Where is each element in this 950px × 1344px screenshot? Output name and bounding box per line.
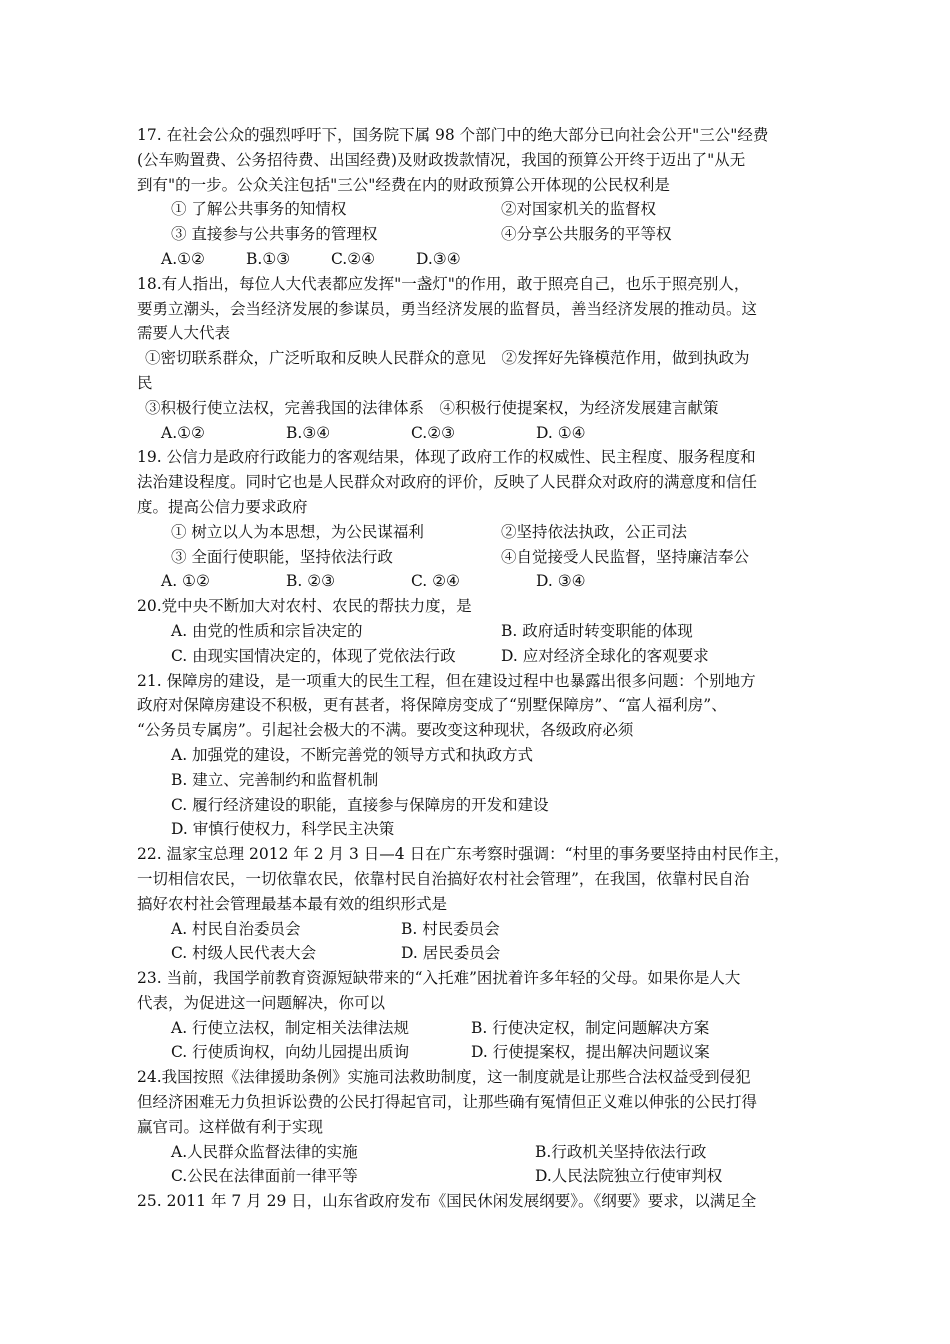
option-d: D. 审慎行使权力，科学民主决策	[171, 820, 395, 839]
option-c: C.②④	[331, 249, 376, 268]
statement-row	[137, 520, 827, 545]
question-stem: 代表，为促进这一问题解决，你可以	[137, 993, 386, 1012]
option-row	[137, 917, 827, 942]
question-stem: 22. 温家宝总理 2012 年 2 月 3 日—4 日在广东考察时强调：“村里的事务要坚持由村民作主，	[137, 845, 790, 864]
question-stem: 20.党中央不断加大对农村、农民的帮扶力度，是	[137, 597, 472, 616]
option-row	[137, 1016, 827, 1041]
question-stem: 搞好农村社会管理最基本最有效的组织形式是	[137, 894, 448, 913]
option-b: B. 行使决定权，制定问题解决方案	[471, 1018, 710, 1037]
option-a: A. 行使立法权，制定相关法律法规	[171, 1018, 410, 1037]
option-row	[137, 247, 827, 272]
option-d: D. 行使提案权，提出解决问题议案	[471, 1043, 710, 1062]
option-d: D. 居民委员会	[401, 944, 501, 963]
option-c: C. 由现实国情决定的，体现了党依法行政	[171, 646, 456, 665]
question-stem: 21. 保障房的建设，是一项重大的民生工程，但在建设过程中也暴露出很多问题：个别地方	[137, 671, 756, 690]
option-row	[137, 644, 827, 669]
question-stem: 17. 在社会公众的强烈呼吁下，国务院下属 98 个部门中的绝大部分已向社会公开"三公"经费	[137, 126, 769, 144]
question-25	[137, 1189, 827, 1214]
option-row	[137, 1040, 827, 1065]
question-18	[137, 272, 827, 446]
statement-item: ②坚持依法执政，公正司法	[501, 522, 688, 541]
statement-item: ③积极行使立法权，完善我国的法律体系 ④积极行使提案权，为经济发展建言献策	[145, 398, 719, 417]
statement-item: ③ 全面行使职能，坚持依法行政	[171, 547, 393, 566]
question-stem: 政府对保障房建设不积极，更有甚者，将保障房变成了“别墅保障房”、“富人福利房”、	[137, 696, 727, 715]
option-d: D.③④	[416, 249, 461, 268]
option-row	[137, 1164, 827, 1189]
question-21	[137, 669, 827, 843]
question-stem: 需要人大代表	[137, 324, 231, 343]
option-row	[137, 421, 827, 446]
question-stem: 法治建设程度。同时它也是人民群众对政府的评价，反映了人民群众对政府的满意度和信任	[137, 473, 758, 492]
statement-item: ④自觉接受人民监督，坚持廉洁奉公	[501, 547, 750, 566]
statement-item: ① 树立以人为本思想，为公民谋福利	[171, 522, 424, 541]
option-a: A. 村民自治委员会	[171, 919, 301, 938]
question-17	[137, 123, 827, 272]
statement-item: ① 了解公共事务的知情权	[171, 200, 347, 219]
statement-item: ④分享公共服务的平等权	[501, 225, 672, 244]
option-c: C.②③	[411, 423, 456, 442]
option-d: D. 应对经济全球化的客观要求	[501, 646, 709, 665]
question-stem: 要勇立潮头，会当经济发展的参谋员，勇当经济发展的监督员，善当经济发展的推动员。这	[137, 299, 758, 318]
option-b: B. ②③	[286, 572, 336, 591]
option-a: A.人民群众监督法律的实施	[171, 1142, 358, 1161]
question-23	[137, 966, 827, 1065]
option-row	[137, 941, 827, 966]
option-b: B. 村民委员会	[401, 919, 500, 938]
question-22	[137, 842, 827, 966]
option-b: B.③④	[286, 423, 331, 442]
option-d: D. ③④	[536, 572, 586, 591]
option-row	[137, 1140, 827, 1165]
option-b: B.行政机关坚持依法行政	[535, 1142, 707, 1161]
question-20	[137, 594, 827, 668]
option-row	[137, 619, 827, 644]
question-stem: 一切相信农民，一切依靠农民，依靠村民自治搞好农村社会管理”，在我国，依靠村民自治	[137, 869, 750, 888]
option-a: A.①②	[161, 423, 205, 442]
option-a: A. ①②	[161, 572, 210, 591]
question-stem: 25. 2011 年 7 月 29 日，山东省政府发布《国民休闲发展纲要》。《纲要》要求，以满足全	[137, 1192, 757, 1211]
option-c: C. 行使质询权，向幼儿园提出质询	[171, 1043, 410, 1062]
option-c: C. 村级人民代表大会	[171, 944, 317, 963]
option-b: B. 建立、完善制约和监督机制	[171, 770, 379, 789]
option-c: C. ②④	[411, 572, 460, 591]
statement-item: ②对国家机关的监督权	[501, 200, 657, 219]
question-stem: 但经济困难无力负担诉讼费的公民打得起官司，让那些确有冤情但正义难以伸张的公民打得	[137, 1093, 758, 1112]
statement-row	[137, 222, 827, 247]
question-stem: (公车购置费、公务招待费、出国经费)及财政拨款情况，我国的预算公开终于迈出了"从无	[137, 150, 746, 169]
statement-row	[137, 197, 827, 222]
question-24	[137, 1065, 827, 1189]
option-b: B. 政府适时转变职能的体现	[501, 621, 693, 640]
statement-item: ③ 直接参与公共事务的管理权	[171, 225, 378, 244]
question-list	[137, 123, 827, 1214]
question-stem: 18.有人指出，每位人大代表都应发挥"一盏灯"的作用，敢于照亮自己，也乐于照亮别人，	[137, 274, 750, 293]
question-stem: 23. 当前，我国学前教育资源短缺带来的“入托难”困扰着许多年轻的父母。如果你是人大	[137, 969, 741, 988]
statement-row	[137, 545, 827, 570]
option-a: A.①②	[161, 249, 205, 268]
option-b: B.①③	[246, 249, 291, 268]
option-d: D.人民法院独立行使审判权	[535, 1167, 723, 1186]
question-stem: 19. 公信力是政府行政能力的客观结果，体现了政府工作的权威性、民主程度、服务程度和	[137, 448, 756, 467]
question-stem: 到有"的一步。公众关注包括"三公"经费在内的财政预算公开体现的公民权利是	[137, 175, 670, 194]
option-row	[137, 569, 827, 594]
option-c: C.公民在法律面前一律平等	[171, 1167, 358, 1186]
statement-item: 民	[137, 373, 153, 392]
question-stem: 赢官司。这样做有利于实现	[137, 1117, 324, 1136]
question-19	[137, 445, 827, 594]
option-c: C. 履行经济建设的职能，直接参与保障房的开发和建设	[171, 795, 549, 814]
question-stem: 度。提高公信力要求政府	[137, 497, 308, 516]
question-stem: “公务员专属房”。引起社会极大的不满。要改变这种现状，各级政府必须	[137, 721, 634, 740]
option-d: D. ①④	[536, 423, 586, 442]
option-a: A. 由党的性质和宗旨决定的	[171, 621, 363, 640]
question-stem: 24.我国按照《法律援助条例》实施司法救助制度，这一制度就是让那些合法权益受到侵犯	[137, 1068, 751, 1087]
option-a: A. 加强党的建设，不断完善党的领导方式和执政方式	[171, 745, 534, 764]
statement-item: ①密切联系群众，广泛听取和反映人民群众的意见 ②发挥好先锋模范作用，做到执政为	[145, 349, 750, 368]
